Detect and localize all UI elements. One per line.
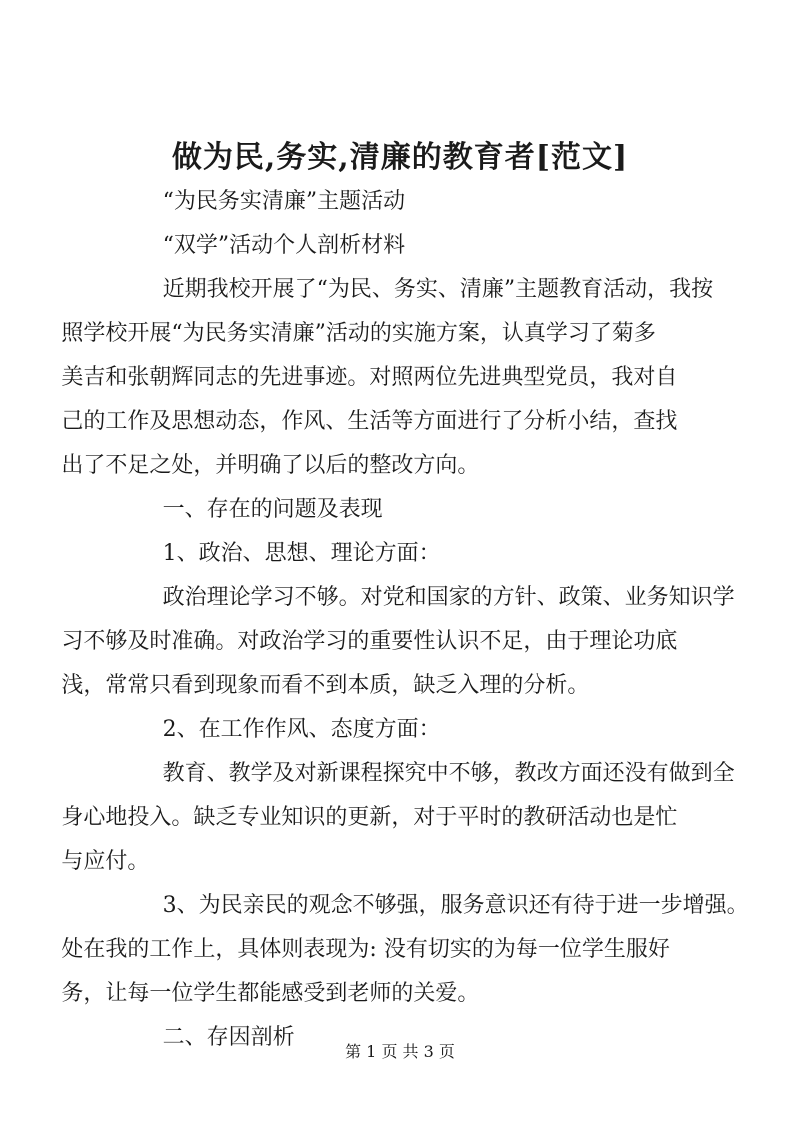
paragraph-line: 美吉和张朝辉同志的先进事迹。对照两位先进典型党员，我对自 — [61, 365, 678, 390]
section-heading-problems — [112, 488, 712, 532]
paragraph-line: 习不够及时准确。对政治学习的重要性认识不足，由于理论功底 — [61, 629, 678, 654]
subheading-political — [112, 532, 712, 576]
paragraph-line: 照学校开展“为民务实清廉”活动的实施方案，认真学习了菊多 — [61, 321, 656, 346]
page-number-footer: 第 1 页 共 3 页 — [345, 1042, 455, 1061]
paragraph-line: 二、存因剖析 — [162, 1025, 295, 1050]
paragraph-line: 近期我校开展了“为民、务实、清廉”主题教育活动，我按 — [162, 277, 714, 302]
paragraph-line: 1、政治、思想、理论方面： — [162, 541, 441, 566]
paragraph-line: 2、在工作作风、态度方面： — [162, 717, 441, 742]
document-body — [61, 180, 749, 1060]
paragraph-line: 处在我的工作上，具体则表现为: 没有切实的为每一位学生服好 — [61, 937, 670, 962]
paragraph-line: 身心地投入。缺乏专业知识的更新，对于平时的教研活动也是忙 — [61, 805, 678, 830]
paragraph-line: 3、为民亲民的观念不够强，服务意识还有待于进一步增强。 — [162, 893, 749, 918]
paragraph-line: 浅，常常只看到现象而看不到本质，缺乏入理的分析。 — [61, 673, 590, 698]
paragraph-activity-title — [112, 180, 712, 224]
paragraph-line: 务，让每一位学生都能感受到老师的关爱。 — [61, 981, 480, 1006]
paragraph-line: 与应付。 — [61, 849, 150, 874]
paragraph-line: “为民务实清廉”主题活动 — [162, 189, 406, 214]
paragraph-work-style — [61, 752, 735, 884]
paragraph-intro — [61, 268, 714, 488]
paragraph-political — [61, 576, 735, 708]
paragraph-line: “双学”活动个人剖析材料 — [162, 233, 406, 258]
paragraph-line: 一、存在的问题及表现 — [162, 497, 383, 522]
paragraph-service — [61, 884, 749, 1016]
paragraph-material-title — [112, 224, 712, 268]
paragraph-line: 教育、教学及对新课程探究中不够，教改方面还没有做到全 — [162, 761, 735, 786]
document-title: 做为民,务实,清廉的教育者[范文] — [171, 140, 629, 175]
subheading-work-style — [112, 708, 712, 752]
paragraph-line: 政治理论学习不够。对党和国家的方针、政策、业务知识学 — [162, 585, 735, 610]
paragraph-line: 出了不足之处，并明确了以后的整改方向。 — [61, 453, 480, 478]
paragraph-line: 己的工作及思想动态，作风、生活等方面进行了分析小结，查找 — [61, 409, 678, 434]
